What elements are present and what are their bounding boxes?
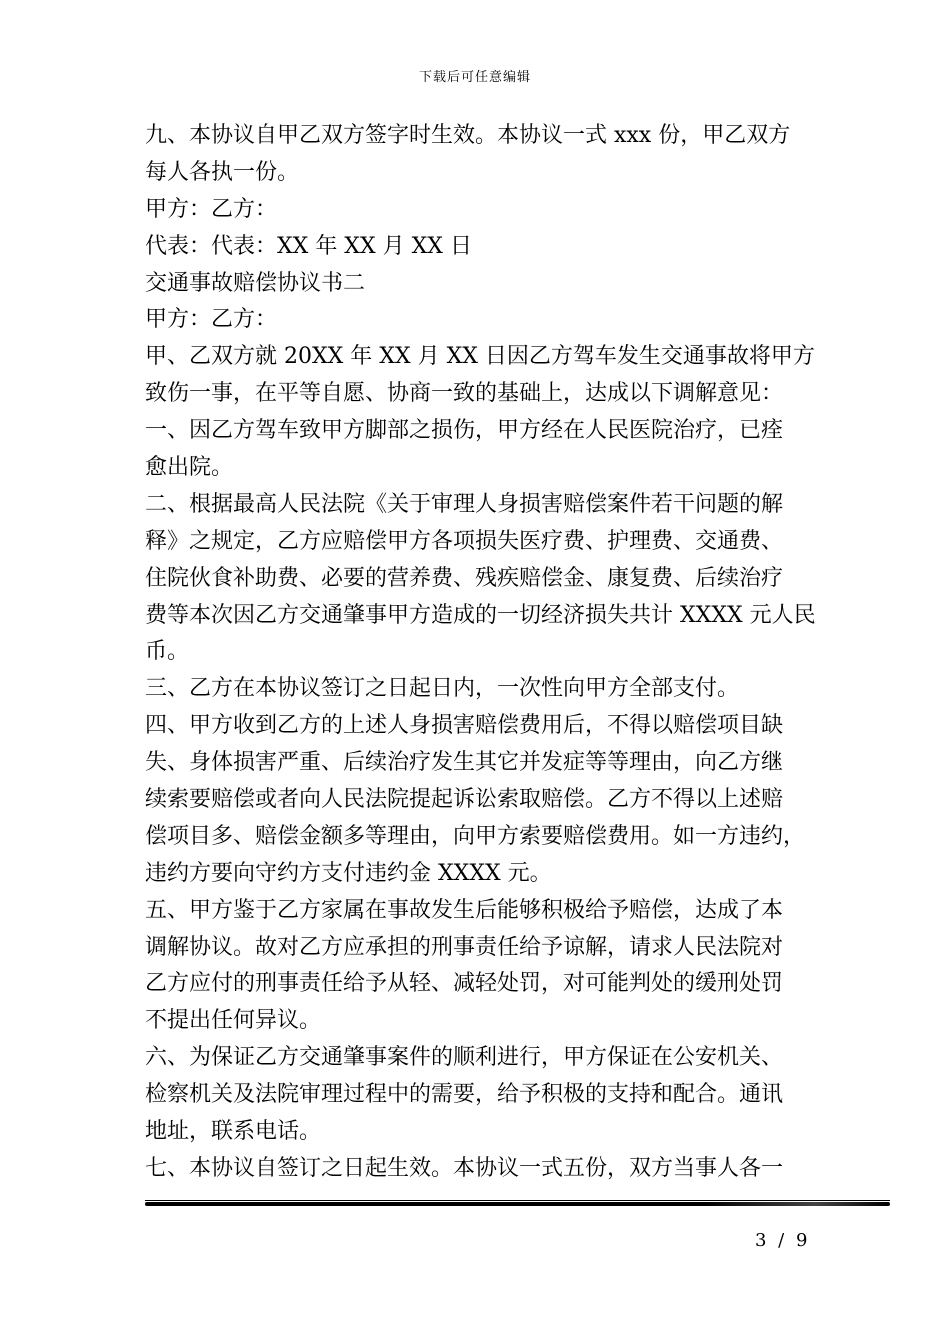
text-line: 不提出任何异议。 [145, 1008, 322, 1034]
text-line: 每人各执一份。 [145, 159, 300, 185]
text-line: 二、根据最高人民法院《关于审理人身损害赔偿案件若干问题的解 [145, 491, 784, 517]
text-line: 七、本协议自签订之日起生效。本协议一式五份，双方当事人各一 [145, 1155, 784, 1181]
text-line: 致伤一事，在平等自愿、协商一致的基础上，达成以下调解意见： [145, 381, 784, 407]
text-line: 甲、乙双方就 20XX 年 XX 月 XX 日因乙方驾车发生交通事故将甲方 [145, 344, 815, 370]
header-note: 下载后可任意编辑 [418, 70, 531, 85]
text-line: 续索要赔偿或者向人民法院提起诉讼索取赔偿。乙方不得以上述赔 [145, 787, 784, 813]
text-line: 检察机关及法院审理过程中的需要，给予积极的支持和配合。通讯 [145, 1082, 784, 1108]
text-line: 地址，联系电话。 [145, 1119, 322, 1145]
text-line: 调解协议。故对乙方应承担的刑事责任给予谅解，请求人民法院对 [145, 934, 784, 960]
text-line: 甲方：乙方： [145, 307, 278, 333]
text-line: 五、甲方鉴于乙方家属在事故发生后能够积极给予赔偿，达成了本 [145, 897, 784, 923]
text-line: 九、本协议自甲乙双方签字时生效。本协议一式 xxx 份，甲乙双方 [145, 123, 791, 148]
text-line: 住院伙食补助费、必要的营养费、残疾赔偿金、康复费、后续治疗 [145, 565, 784, 591]
text-line: 一、因乙方驾车致甲方脚部之损伤，甲方经在人民医院治疗，已痊 [145, 418, 784, 444]
text-line: 偿项目多、赔偿金额多等理由，向甲方索要赔偿费用。如一方违约， [145, 823, 806, 849]
footer-divider-thin [145, 1200, 890, 1201]
text-line: 币。 [145, 639, 190, 665]
document-body [145, 118, 816, 1188]
section-title: 交通事故赔偿协议书二 [145, 270, 366, 296]
page-number: 3 / 9 [755, 1230, 811, 1251]
text-line: 乙方应付的刑事责任给予从轻、减轻处罚，对可能判处的缓刑处罚 [145, 971, 784, 997]
text-line: 释》之规定，乙方应赔偿甲方各项损失医疗费、护理费、交通费、 [145, 528, 784, 554]
text-line: 甲方：乙方： [145, 196, 278, 222]
text-line: 违约方要向守约方支付违约金 XXXX 元。 [145, 860, 552, 886]
text-line: 代表：代表：XX 年 XX 月 XX 日 [145, 233, 472, 259]
text-line: 三、乙方在本协议签订之日起日内，一次性向甲方全部支付。 [145, 676, 740, 702]
text-line: 六、为保证乙方交通肇事案件的顺利进行，甲方保证在公安机关、 [145, 1045, 784, 1071]
text-line: 费等本次因乙方交通肇事甲方造成的一切经济损失共计 XXXX 元人民 [145, 602, 816, 628]
text-line: 愈出院。 [145, 455, 234, 481]
text-line: 四、甲方收到乙方的上述人身损害赔偿费用后，不得以赔偿项目缺 [145, 713, 784, 739]
text-line: 失、身体损害严重、后续治疗发生其它并发症等等理由，向乙方继 [145, 750, 784, 776]
footer-divider [145, 1202, 890, 1206]
